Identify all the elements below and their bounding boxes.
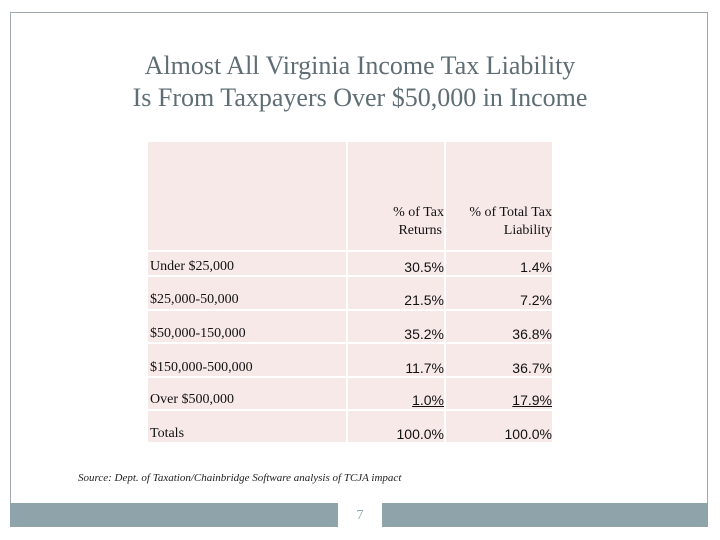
row-label: $50,000-150,000	[150, 326, 246, 341]
row-returns: 30.5%	[404, 259, 444, 275]
source-note: Source: Dept. of Taxation/Chainbridge Software analysis of TCJA impact	[78, 472, 402, 484]
row-liability: 7.2%	[520, 292, 552, 308]
header-liability-line-1: % of Total Tax	[469, 205, 552, 220]
totals-returns: 100.0%	[396, 426, 444, 442]
row-label: $150,000-500,000	[150, 360, 253, 375]
row-label: Under $25,000	[150, 259, 234, 274]
header-returns-line-2: Returns	[398, 223, 442, 238]
row-liability: 1.4%	[520, 259, 552, 275]
slide-title	[0, 50, 720, 114]
row-liability: 17.9%	[512, 392, 552, 408]
header-returns	[348, 204, 444, 240]
row-label: $25,000-50,000	[150, 292, 239, 307]
row-liability: 36.8%	[512, 326, 552, 342]
row-returns: 1.0%	[412, 392, 444, 408]
header-liability-line-2: Liability	[503, 223, 552, 238]
row-liability: 36.7%	[512, 360, 552, 376]
title-line-2: Is From Taxpayers Over $50,000 in Income	[132, 83, 588, 112]
row-label: Over $500,000	[150, 392, 234, 407]
header-liability	[446, 204, 552, 240]
title-line-1: Almost All Virginia Income Tax Liability	[144, 51, 576, 80]
page-number: 7	[338, 503, 382, 527]
totals-label: Totals	[150, 426, 185, 441]
income-tax-table	[148, 142, 552, 442]
row-returns: 11.7%	[405, 360, 444, 376]
row-returns: 35.2%	[404, 326, 444, 342]
header-returns-line-1: % of Tax	[393, 205, 444, 220]
row-returns: 21.5%	[404, 292, 444, 308]
totals-liability: 100.0%	[504, 426, 552, 442]
